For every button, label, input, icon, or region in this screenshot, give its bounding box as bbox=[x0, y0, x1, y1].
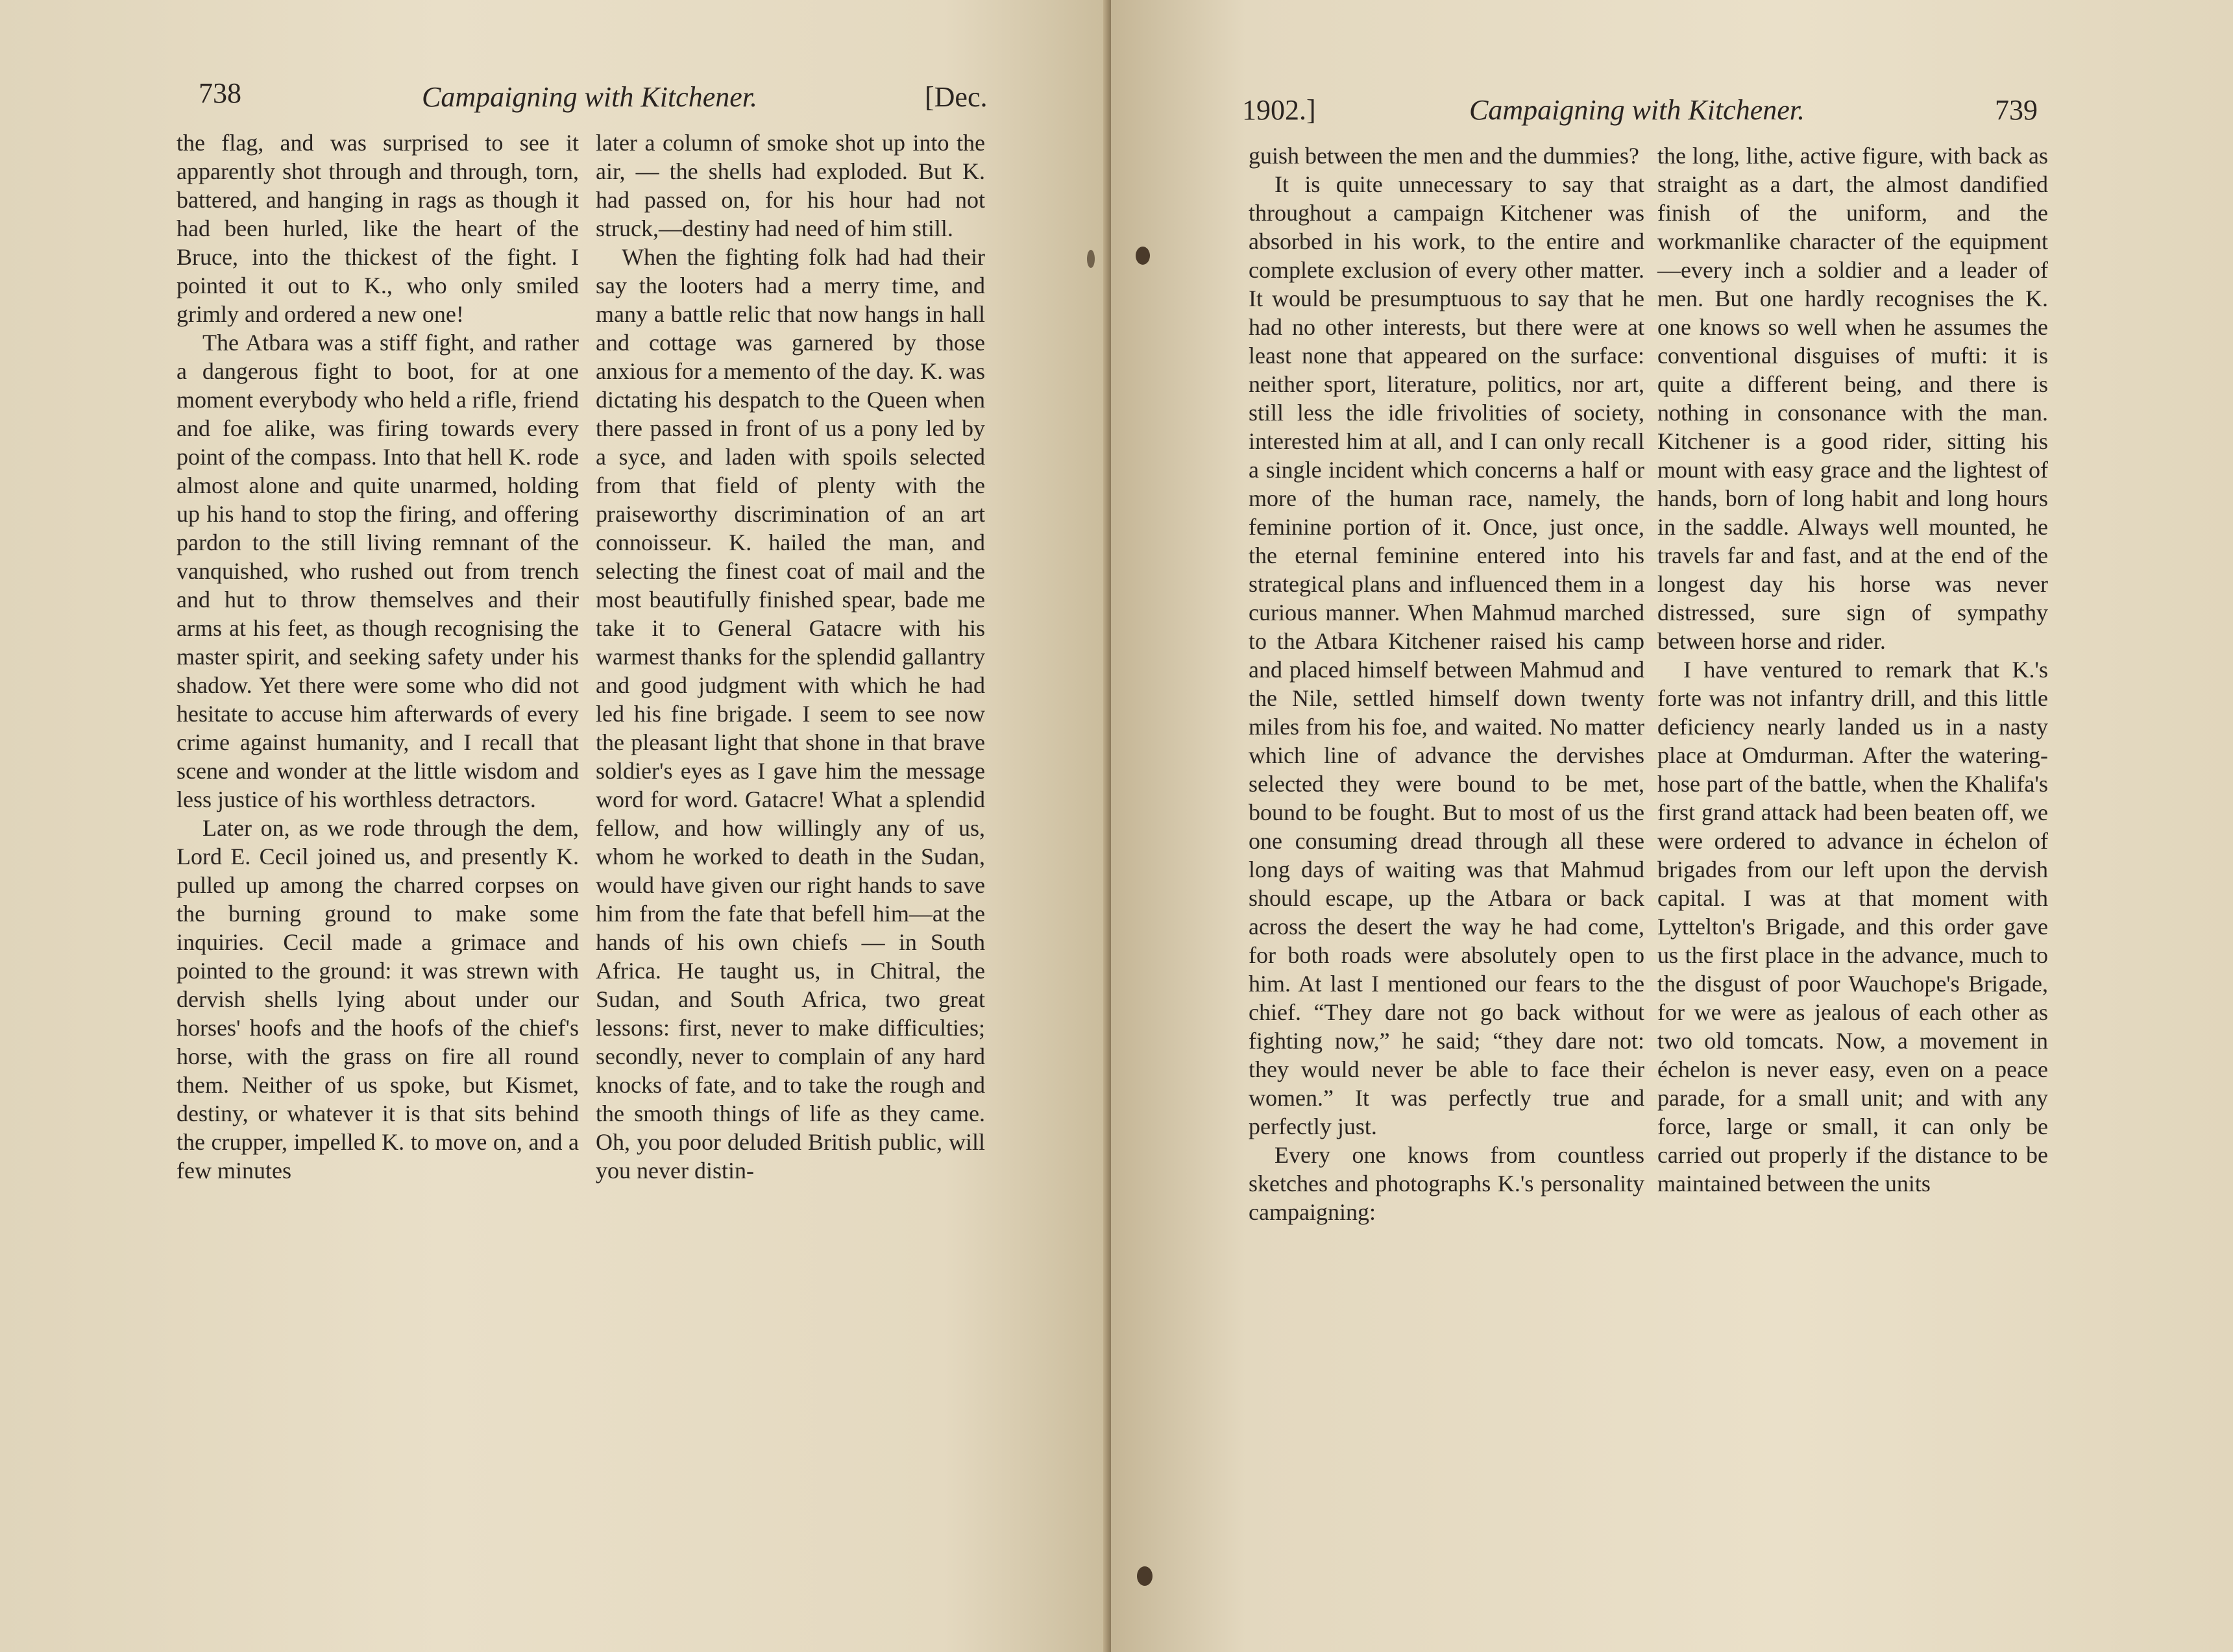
running-title: Campaigning with Kitchener. bbox=[1469, 94, 1805, 126]
right-page-column-1 bbox=[1249, 141, 1644, 1226]
date-mark: [Dec. bbox=[925, 81, 988, 113]
paragraph: It is quite unnecessary to say that throughout a campaign Kitchener was absorbed in his work, to the entire and complete exclusion of every other matter. It would be presumptuous to say that he had no other interests, but there were at least none that appeared on the surface: neither sport, literature, politics, nor art, still less the idle frivolities of society, interested him at all, and I can only recall a single incident which concerns a half or more of the human race, namely, the feminine portion of it. Once, just once, the eternal feminine entered into his strategical plans and influenced them in a curious manner. When Mahmud marched to the Atbara Kitchener raised his camp and placed himself between Mahmud and the Nile, settled himself down twenty miles from his foe, and waited. No matter which line of advance the dervishes selected they were bound to be met, bound to be fought. But to most of us the one consuming dread through all these long days of waiting was that Mahmud should escape, up the Atbara or back across the desert the way he had come, for both roads were absolutely open to him. At last I mentioned our fears to the chief. “They dare not go back without fighting now,” he said; “they dare not: they would never be able to face their women.” It was perfectly true and perfectly just. bbox=[1249, 171, 1644, 1139]
date-mark: 1902.] bbox=[1242, 94, 1316, 126]
left-page bbox=[0, 0, 1111, 1652]
left-page-column-2 bbox=[596, 128, 985, 1185]
paragraph: guish between the men and the dummies? bbox=[1249, 143, 1639, 169]
running-title: Campaigning with Kitchener. bbox=[422, 81, 757, 113]
page-number: 738 bbox=[199, 77, 241, 109]
page-number: 739 bbox=[1995, 94, 2038, 126]
left-page-column-1 bbox=[177, 128, 579, 1185]
paragraph: Later on, as we rode through the dem, Lord E. Cecil joined us, and presently K. pulled up among the charred corpses on the burning ground to make some inquiries. Cecil made a grimace and pointed to the ground: it was strewn with dervish shells lying about under our horses' hoofs and the hoofs of the chief's horse, with the grass on fire all round them. Neither of us spoke, but Kismet, destiny, or whatever it is that sits behind the crupper, impelled K. to move on, and a few minutes bbox=[177, 815, 579, 1184]
paper-blemish bbox=[1136, 247, 1150, 265]
paper-blemish bbox=[1137, 1566, 1153, 1586]
right-page-column-2 bbox=[1657, 141, 2048, 1198]
right-page bbox=[1111, 0, 2233, 1652]
paragraph: Every one knows from countless sketches and photographs K.'s personality campaigning: bbox=[1249, 1142, 1644, 1225]
paragraph: The Atbara was a stiff fight, and rather a dangerous fight to boot, for at one moment everybody who held a rifle, friend and foe alike, was firing towards every point of the compass. Into that hell K. rode almost alone and quite unarmed, holding up his hand to stop the firing, and offering pardon to the still living remnant of the vanquished, who rushed out from trench and hut to throw themselves and their arms at his feet, as though recognising the master spirit, and seeking safety under his shadow. Yet there were some who did not hesitate to accuse him afterwards of every crime against humanity, and I recall that scene and wonder at the little wisdom and less justice of his worthless detractors. bbox=[177, 330, 579, 812]
paragraph: the flag, and was surprised to see it apparently shot through and through, torn, battered, and hanging in rags as though it had been hurled, like the heart of the Bruce, into the thickest of the fight. I pointed it out to K., who only smiled grimly and ordered a new one! bbox=[177, 130, 579, 327]
paragraph: the long, lithe, active figure, with back as straight as a dart, the almost dandified finish of the uniform, and the workmanlike character of the equipment—every inch a soldier and a leader of men. But one hardly recognises the K. one knows so well when he assumes the conventional disguises of mufti: it is quite a different being, and there is nothing in consonance with the man. Kitchener is a good rider, sitting his mount with easy grace and the lightest of hands, born of long habit and long hours in the saddle. Always well mounted, he travels far and fast, and at the end of the longest day his horse was never distressed, sure sign of sympathy between horse and rider. bbox=[1657, 143, 2048, 654]
paragraph: When the fighting folk had had their say the looters had a merry time, and many a battle relic that now hangs in hall and cottage was garnered by those anxious for a memento of the day. K. was dictating his despatch to the Queen when there passed in front of us a pony led by a syce, and laden with spoils selected from that field of plenty with the praiseworthy discrimination of an art connoisseur. K. hailed the man, and selecting the finest coat of mail and the most beautifully finished spear, bade me take it to General Gatacre with his warmest thanks for the splendid gallantry and good judgment with which he had led his fine brigade. I seem to see now the pleasant light that shone in that brave soldier's eyes as I gave him the message word for word. Gatacre! What a splendid fellow, and how willingly any of us, whom he worked to death in the Sudan, would have given our right hands to save him from the fate that befell him—at the hands of his own chiefs — in South Africa. He taught us, in Chitral, the Sudan, and South Africa, two great lessons: first, never to make difficulties; secondly, never to complain of any hard knocks of fate, and to take the rough and the smooth things of life as they came. Oh, you poor deluded British public, will you never distin- bbox=[596, 244, 985, 1184]
paragraph: later a column of smoke shot up into the air, — the shells had exploded. But K. had passed on, for his hour had not struck,—destiny had need of him still. bbox=[596, 130, 985, 241]
paper-blemish bbox=[1087, 250, 1095, 268]
paragraph: I have ventured to remark that K.'s forte was not infantry drill, and this little deficiency nearly landed us in a nasty place at Omdurman. After the watering-hose part of the battle, when the Khalifa's first grand attack had been beaten off, we were ordered to advance in échelon of brigades from our left upon the dervish capital. I was at that moment with Lyttelton's Brigade, and this order gave us the first place in the advance, much to the disgust of poor Wauchope's Brigade, for we were as jealous of each other as two old tomcats. Now, a movement in échelon is never easy, even on a peace parade, for a small unit; and with any force, large or small, it can only be carried out properly if the distance to be maintained between the units bbox=[1657, 657, 2048, 1196]
